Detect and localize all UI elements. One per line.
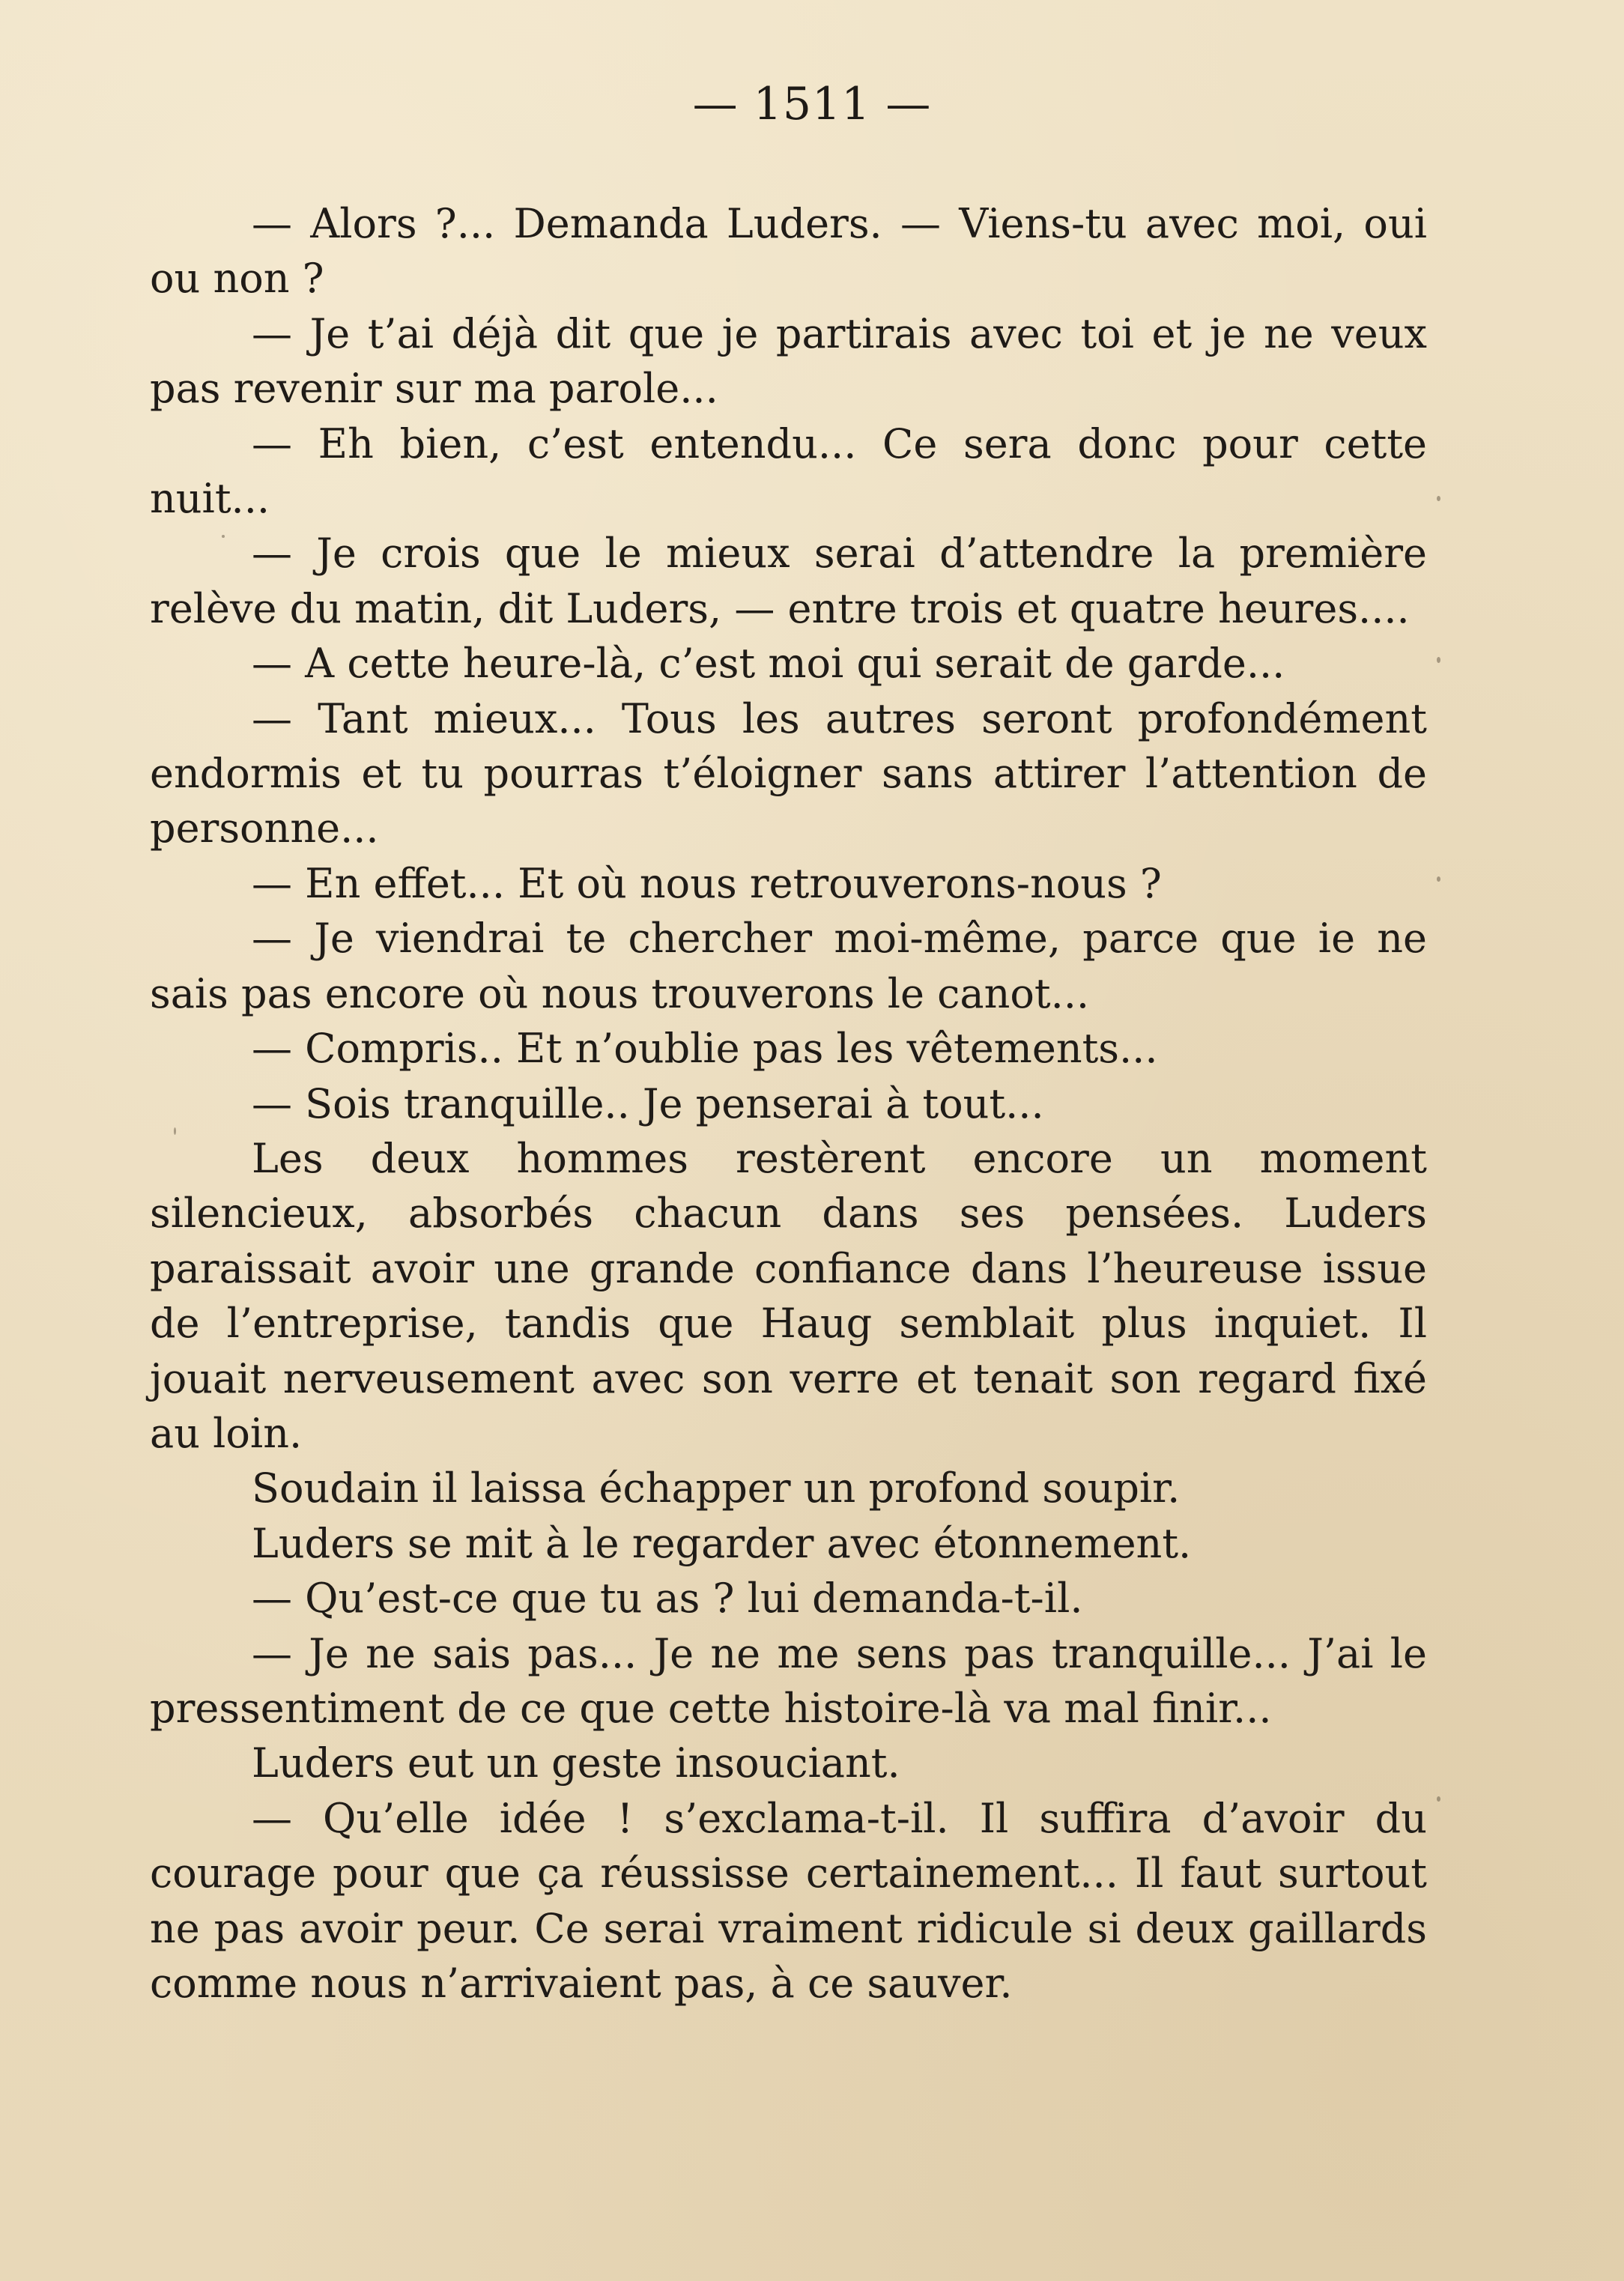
paper-speck — [1437, 876, 1440, 882]
paragraph: Les deux hommes restèrent encore un moment silencieux, absorbés chacun dans ses pensées. Luders paraissait avoir une grande confiance dans l’heureuse issue de l’entreprise, tandis que Haug semblait plus inquiet. Il jouait nerveusement avec son verre et tenait son regard fixé au loin. — [150, 1134, 1427, 1457]
paragraph: Luders se mit à le regarder avec étonnement. — [252, 1519, 1192, 1567]
paragraph: — Tant mieux... Tous les autres seront profondément endormis et tu pourras t’éloigner sans attirer l’attention de personne... — [150, 694, 1427, 852]
paragraph: — Eh bien, c’est entendu... Ce sera donc pour cette nuit... — [150, 419, 1427, 523]
paragraph: — Sois tranquille.. Je penserai à tout... — [252, 1079, 1044, 1127]
paragraph: Soudain il laissa échapper un profond soupir. — [252, 1464, 1181, 1512]
paragraph: — Qu’est-ce que tu as ? lui demanda-t-il. — [252, 1575, 1083, 1623]
paragraph: — Je t’ai déjà dit que je partirais avec toi et je ne veux pas revenir sur ma parole... — [150, 309, 1427, 413]
paragraph: Luders eut un geste insouciant. — [252, 1739, 900, 1787]
page-number: — 1511 — — [692, 78, 932, 130]
paragraph: — Qu’elle idée ! s’exclama-t-il. Il suffira d’avoir du courage pour que ça réussisse certainement... Il faut surtout ne pas avoir peur. Ce serai vraiment ridicule si deux gaillards comme nous n’arrivaient pas, à ce sauver. — [150, 1794, 1427, 2007]
paragraph: — A cette heure-là, c’est moi qui serait de garde... — [252, 640, 1285, 688]
paper-speck — [174, 1127, 176, 1135]
paragraph: — Alors ?... Demanda Luders. — Viens-tu avec moi, oui ou non ? — [150, 200, 1427, 303]
paper-speck — [1437, 657, 1440, 663]
paper-speck — [222, 535, 225, 538]
paper-speck — [1437, 496, 1440, 501]
paper-speck — [1437, 1796, 1440, 1802]
paragraph: — Je viendrai te chercher moi-même, parce que ie ne sais pas encore où nous trouverons le canot... — [150, 915, 1427, 1017]
body-text — [150, 196, 1427, 2011]
paragraph: — Compris.. Et n’oublie pas les vêtements... — [252, 1025, 1158, 1073]
paragraph: — Je crois que le mieux serai d’attendre la première relève du matin, dit Luders, — entre trois et quatre heures.... — [150, 530, 1427, 632]
paragraph: — En effet... Et où nous retrouverons-nous ? — [252, 859, 1162, 907]
paragraph: — Je ne sais pas... Je ne me sens pas tranquille... J’ai le pressentiment de ce que cette histoire-là va mal finir... — [150, 1629, 1427, 1732]
